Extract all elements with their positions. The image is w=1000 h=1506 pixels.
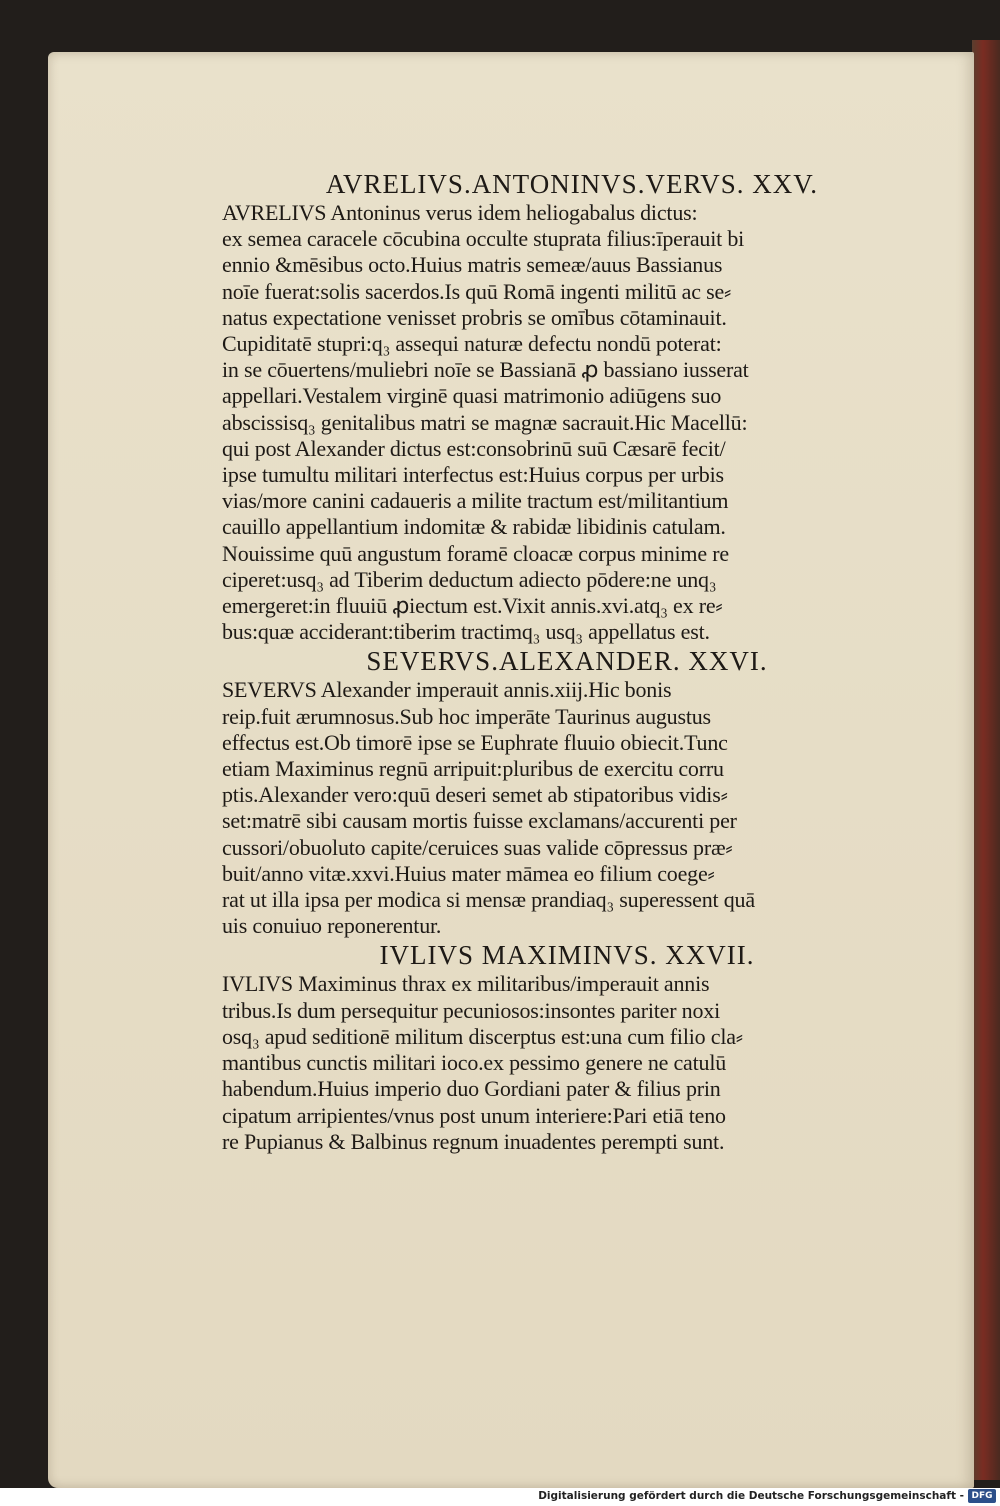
dfg-credit: Digitalisierung gefördert durch die Deutsche Forschungsgemeinschaft -: [538, 1490, 964, 1502]
section-heading: SEVERVS.ALEXANDER. XXVI.: [366, 646, 768, 677]
text-line: ptis.Alexander vero:quū deseri semet ab stipatoribus vidis⸗: [222, 782, 728, 808]
text-line: abscissisq₃ genitalibus matri se magnæ sacrauit.Hic Macellū:: [222, 409, 748, 435]
text-line: emergeret:in fluuiū ꝓiectum est.Vixit annis.xvi.atq₃ ex re⸗: [222, 593, 723, 619]
text-line: IVLIVS Maximinus thrax ex militaribus/imperauit annis: [222, 971, 710, 997]
text-line: osq₃ apud seditionē militum discerptus est:una cum filio cla⸗: [222, 1023, 743, 1049]
text-line: tribus.Is dum persequitur pecuniosos:insontes pariter noxi: [222, 997, 720, 1023]
text-line: appellari.Vestalem virginē quasi matrimonio adiūgens suo: [222, 383, 722, 409]
text-line: qui post Alexander dictus est:consobrinū suū Cæsarē fecit/: [222, 435, 726, 461]
text-line: vias/more canini cadaueris a milite tractum est/militantium: [222, 488, 729, 514]
text-line: Nouissime quū angustum foramē cloacæ corpus minime re: [222, 540, 729, 566]
text-line: bus:quæ acciderant:tiberim tractimq₃ usq₃ appellatus est.: [222, 619, 710, 645]
text-line: cipatum arripientes/vnus post unum interiere:Pari etiā teno: [222, 1102, 726, 1128]
text-line: buit/anno vitæ.xxvi.Huius mater māmea eo filium coege⸗: [222, 860, 715, 886]
section-heading: IVLIVS MAXIMINVS. XXVII.: [379, 940, 755, 971]
text-line: re Pupianus & Balbinus regnum inuadentes perempti sunt.: [222, 1128, 725, 1154]
text-line: habendum.Huius imperio duo Gordiani pater & filius prin: [222, 1076, 721, 1102]
text-line: SEVERVS Alexander imperauit annis.xiij.Hic bonis: [222, 677, 672, 703]
text-line: ex semea caracele cōcubina occulte stuprata filius:īperauit bi: [222, 226, 745, 252]
text-line: AVRELIVS Antoninus verus idem heliogabalus dictus:: [222, 200, 698, 225]
text-line: uis conuiuo reponerentur.: [222, 913, 442, 939]
text-line: noīe fuerat:solis sacerdos.Is quū Romā ingenti militū ac se⸗: [222, 278, 732, 304]
text-line: ciperet:usq₃ ad Tiberim deductum adiecto pōdere:ne unq₃: [222, 566, 717, 592]
page-edge: [972, 40, 1000, 1480]
text-line: etiam Maximinus regnū arripuit:pluribus de exercitu corru: [222, 756, 724, 782]
text-line: in se cōuertens/muliebri noīe se Bassianā ꝓ bassiano iusserat: [222, 357, 749, 383]
text-line: ennio &mēsibus octo.Huius matris semeæ/auus Bassianus: [222, 252, 723, 278]
text-line: ipse tumultu militari interfectus est:Huius corpus per urbis: [222, 462, 724, 488]
dfg-logo-icon: DFG: [968, 1489, 996, 1503]
text-line: mantibus cunctis militari ioco.ex pessimo genere ne catulū: [222, 1050, 727, 1076]
text-line: cussori/obuoluto capite/ceruices suas valide cōpressus præ⸗: [222, 834, 733, 860]
text-line: cauillo appellantium indomitæ & rabidæ libidinis catulam.: [222, 514, 726, 540]
text-line: reip.fuit ærumnosus.Sub hoc imperāte Taurinus augustus: [222, 703, 711, 729]
text-line: natus expectatione venisset probris se omībus cōtaminauit.: [222, 304, 727, 330]
section-heading: AVRELIVS.ANTONINVS.VERVS. XXV.: [325, 169, 819, 199]
text-line: effectus est.Ob timorē ipse se Euphrate fluuio obiecit.Tunc: [222, 729, 728, 755]
text-line: set:matrē sibi causam mortis fuisse exclamans/accurenti per: [222, 808, 737, 834]
text-line: rat ut illa ipsa per modica si mensæ prandiaq₃ superessent quā: [222, 887, 755, 913]
text-block: [222, 168, 912, 1155]
text-line: Cupiditatē stupri:q₃ assequi naturæ defectu nondū poterat:: [222, 331, 722, 357]
